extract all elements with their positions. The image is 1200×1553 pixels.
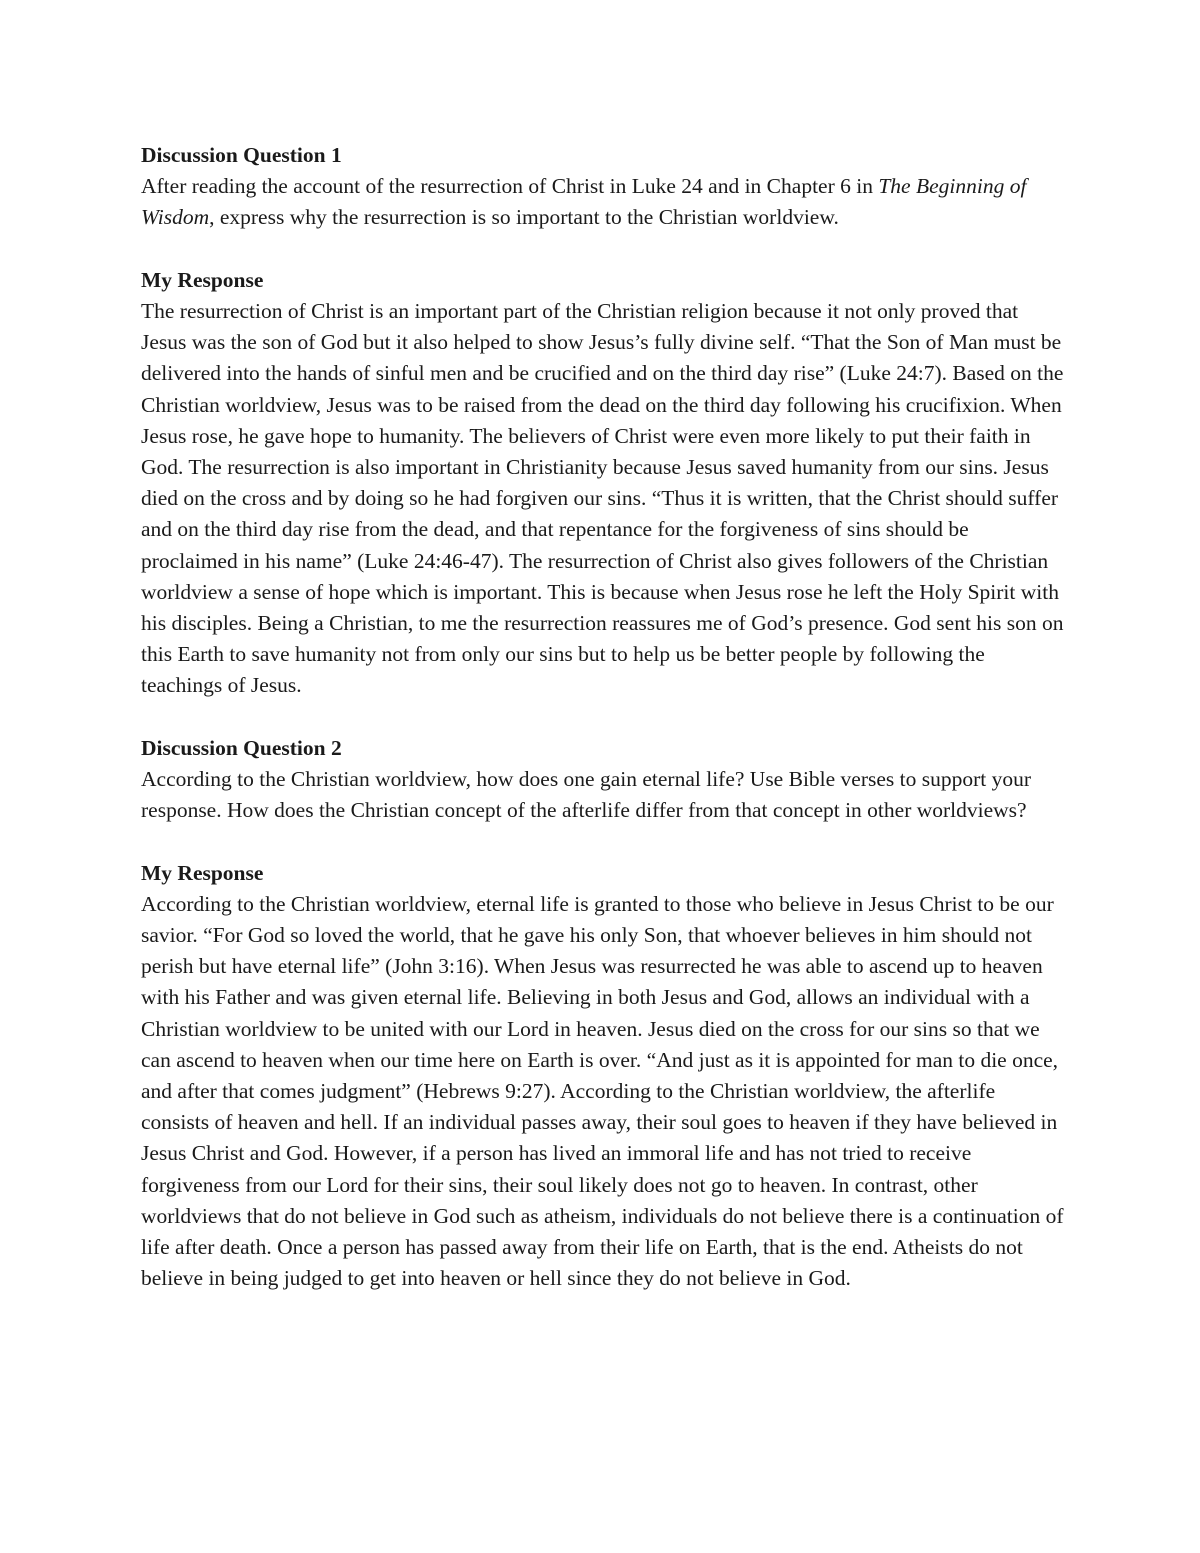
response-1 (141, 265, 1066, 702)
paragraph-gap (141, 702, 1066, 733)
question-2-heading: Discussion Question 2 (141, 735, 342, 760)
question-1-prompt-text: After reading the account of the resurrection of Christ in Luke 24 and in Chapter 6 in (141, 174, 879, 199)
paragraph-gap (141, 826, 1066, 857)
question-1-prompt (141, 171, 1066, 233)
paragraph-gap (141, 234, 1066, 265)
discussion-question-1 (141, 140, 1066, 234)
document-content (141, 140, 1066, 1294)
response-2-heading: My Response (141, 860, 264, 885)
question-1-heading: Discussion Question 1 (141, 143, 342, 167)
response-2-body: According to the Christian worldview, eternal life is granted to those who believe in Jesus Christ to be our savior. “For God so loved the world, that he gave his only Son, that whoever believes in him should not perish but have eternal life” (John 3:16). When Jesus was resurrected he was able to ascend up to heaven with his Father and was given eternal life. Believing in both Jesus and God, allows an individual with a Christian worldview to be united with our Lord in heaven. Jesus died on the cross for our sins so that we can ascend to heaven when our time here on Earth is over. “And just as it is appointed for man to die once, and after that comes judgment” (Hebrews 9:27). According to the Christian worldview, the afterlife consists of heaven and hell. If an individual passes away, their soul goes to heaven if they have believed in Jesus Christ and God. However, if a person has lived an immoral life and has not tried to receive forgiveness from our Lord for their sins, their soul likely does not go to heaven. In contrast, other worldviews that do not believe in God such as atheism, individuals do not believe there is a continuation of life after death. Once a person has passed away from their life on Earth, that is the end. Atheists do not believe in being judged to get into heaven or hell since they do not believe in God. (141, 891, 1064, 1291)
book-title: The Beginning of Wisdom (141, 174, 1027, 230)
question-1-prompt-text-end: , express why the resurrection is so important to the Christian worldview. (209, 205, 839, 230)
question-2-prompt: According to the Christian worldview, how does one gain eternal life? Use Bible verses to support your response. How does the Christian concept of the afterlife differ from that concept in other worldviews? (141, 767, 1032, 823)
discussion-question-2 (141, 733, 1066, 827)
response-2 (141, 858, 1066, 1295)
response-1-heading: My Response (141, 267, 264, 292)
response-1-body: The resurrection of Christ is an important part of the Christian religion because it not only proved that Jesus was the son of God but it also helped to show Jesus’s fully divine self. “That the Son of Man must be delivered into the hands of sinful men and be crucified and on the third day rise” (Luke 24:7). Based on the Christian worldview, Jesus was to be raised from the dead on the third day following his crucifixion. When Jesus rose, he gave hope to humanity. The believers of Christ were even more likely to put their faith in God. The resurrection is also important in Christianity because Jesus saved humanity from our sins. Jesus died on the cross and by doing so he had forgiven our sins. “Thus it is written, that the Christ should suffer and on the third day rise from the dead, and that repentance for the forgiveness of sins should be proclaimed in his name” (Luke 24:46-47). The resurrection of Christ also gives followers of the Christian worldview a sense of hope which is important. This is because when Jesus rose he left the Holy Spirit with his disciples. Being a Christian, to me the resurrection reassures me of God’s presence. God sent his son on this Earth to save humanity not from only our sins but to help us be better people by following the teachings of Jesus. (141, 299, 1064, 698)
